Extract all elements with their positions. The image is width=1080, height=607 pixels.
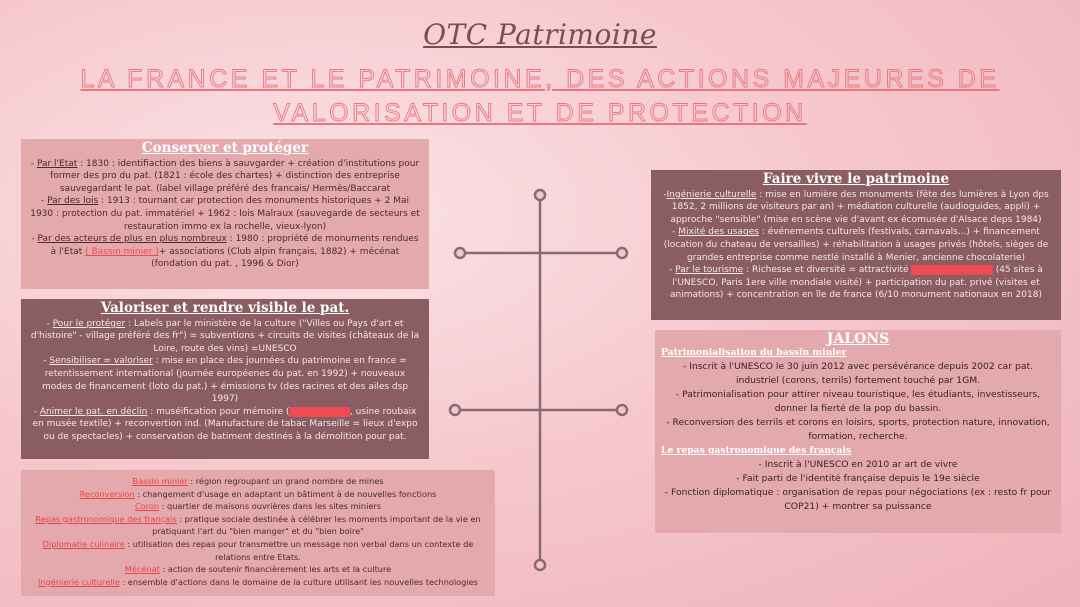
jalon-bassin-item: - Patrimonialisation pour attirer niveau touristique, les étudiants, investisseurs, donner la fierté de la pop du bassin. xyxy=(675,388,1041,414)
jalons-subheading-repas: Le repas gastronomique des français xyxy=(661,444,852,456)
faire-vivre-item: -Ingénierie culturelle : mise en lumière des monuments (fête des lumières à Lyon dps 1852, 2 millions de visiteurs par an) + médiation culturelle (audioguides, appli) + approche "sensible" (mise en scène vie d'avant ex écomusée d'Alsace deps 1984) xyxy=(663,189,1049,225)
jalon-repas-item: - Fonction diplomatique : organisation de repas pour négociations (ex : resto fr pour COP21) + montrer sa puissance xyxy=(664,486,1052,512)
glossary-term: Mécénat xyxy=(124,564,160,575)
valoriser-item: - Animer le pat. en déclin : muséification pour mémoire (bassin minier, usine roubaix en musée textile) + reconvertion ind. (Manufacture de tabac Marseille = lieux d'expo ou de spectacles) + conservation de batiment destinés à la démolition pour pat. xyxy=(32,406,418,442)
glossary-entry xyxy=(29,488,487,501)
glossary-definition: : utilisation des repas pour transmettre un message non verbal dans un contexte de relations entre Etats. xyxy=(124,538,474,562)
glossary-entry xyxy=(29,563,487,576)
valoriser-item: - Sensibiliser = valoriser : mise en place des journées du patrimoine en france = retentissement international (journée européenes du pat. en 1992) + nouveaux modes de financement (loto du pat.) + émissions tv (des racines et des ailes dsp 1997) xyxy=(41,356,409,405)
jalon-repas-item: - Inscrit à l'UNESCO en 2010 ar art de vivre xyxy=(758,458,958,470)
jalons-heading: JALONS xyxy=(826,331,890,347)
glossary-entry xyxy=(29,538,487,563)
timeline-node xyxy=(450,405,460,415)
faire-vivre-item: - Par le tourisme : Richesse et diversité = attractivité patrimonialisation (45 sites à l'UNESCO, Paris 1ere ville mondiale visité) + participation du pat. privé (visites et animations) + concentration en île de france (6/10 monument nationaux en 2018) xyxy=(669,265,1043,301)
jalons-box xyxy=(655,330,1061,533)
glossary-entry xyxy=(29,576,487,589)
timeline-node xyxy=(535,560,545,570)
glossary-definition: : région regroupant un grand nombre de mines xyxy=(187,476,384,486)
glossary-definition: : quartier de maisons ouvrières dans les sites miniers xyxy=(159,501,382,512)
faire-vivre-box xyxy=(651,170,1061,320)
faire-vivre-heading: Faire vivre le patrimoine xyxy=(762,171,950,187)
valoriser-box xyxy=(21,299,429,459)
conserver-heading: Conserver et protéger xyxy=(141,140,309,156)
faire-vivre-item: - Mixité des usages : événements culturels (festivals, carnavals...) + financement (location du chateau de versailles) + réhabilitation à usages privés (hôtels, sièges de grandes entreprise comme nestlé installé à Menier, ancienne chocolaterie) xyxy=(663,227,1049,263)
jalon-bassin-item: - Reconversion des terrils et corons en loisirs, sports, protection nature, innovation, formation, recherche. xyxy=(666,416,1050,442)
timeline-node xyxy=(617,405,627,415)
jalon-bassin-item: - Inscrit à l'UNESCO le 30 juin 2012 avec persévérance depuis 2002 car pat. industriel (corons, terrils) fortement touché par 1GM. xyxy=(683,360,1033,386)
jalon-repas-item: - Fait parti de l'identité française depuis le 19e siècle xyxy=(736,472,980,484)
glossary-box xyxy=(21,470,495,596)
page-title: OTC Patrimoine xyxy=(423,18,657,51)
glossary-definition: : changement d'usage en adaptant un bâtiment à de nouvelles fonctions xyxy=(134,488,437,499)
conserver-item: - Par l'Etat : 1830 : identifiaction des biens à sauvgarder + création d'institutions pour former des pro du pat. (1821 : école des chartes) + distinction des entreprise sauvegardant le pat. (label village préféré des francais/ Hermès/Baccarat xyxy=(30,158,420,194)
valoriser-item: - Pour le protéger : Labels par le ministère de la culture ("Villes ou Pays d'art et d'histoire" - village préféré des fr") = subventions + circuits de visites (châteaux de la Loire, route des vins) =UNESCO xyxy=(30,318,420,354)
glossary-definition: : pratique sociale destinée à célébrer les moments important de la vie en pratiquant l'art du "bien manger" et du "bien boire" xyxy=(152,513,481,537)
valoriser-heading: Valoriser et rendre visible le pat. xyxy=(100,300,350,316)
glossary-definition: : ensemble d'actions dans le domaine de la culture utilisant les nouvelles technologies xyxy=(119,576,478,587)
timeline-node xyxy=(535,190,545,200)
glossary-term: Bassin minier xyxy=(132,476,188,486)
conserver-box xyxy=(21,139,429,289)
conserver-item: - Par des acteurs de plus en plus nombreux : 1980 : propriété de monuments rendues à l'Etat ( Bassin minier )+ associations (Club alpin français, 1882) + mécénat (fondation du pat. , 1996 & Dior) xyxy=(31,234,419,270)
glossary-entry xyxy=(29,500,487,513)
glossary-term: Coron xyxy=(134,501,160,512)
conserver-item: - Par des lois : 1913 : tournant car protection des monuments historiques + 2 Mai 1930 : protection du pat. immatériel + 1962 : lois Malraux (sauvegarde de secteurs et restauration immo ex la rochelle, vieux-lyon) xyxy=(30,196,420,232)
glossary-term: Diplomatie culinaire xyxy=(42,538,125,549)
glossary-term: Reconversion xyxy=(79,488,135,499)
page-subtitle: LA FRANCE ET LE PATRIMOINE, DES ACTIONS MAJEURES DE VALORISATION ET DE PROTECTION xyxy=(80,65,1000,127)
glossary-entry xyxy=(29,475,487,488)
glossary-definition: : action de soutenir financièrement les arts et la culture xyxy=(159,564,392,575)
timeline-node xyxy=(455,248,465,258)
glossary-entry xyxy=(29,513,487,538)
glossary-term: Ingénierie culturelle xyxy=(38,576,120,587)
timeline-node xyxy=(617,248,627,258)
glossary-term: Repas gastronomique des français xyxy=(35,513,177,524)
jalons-subheading-bassin: Patrimonialisation du bassin minier xyxy=(661,346,847,358)
